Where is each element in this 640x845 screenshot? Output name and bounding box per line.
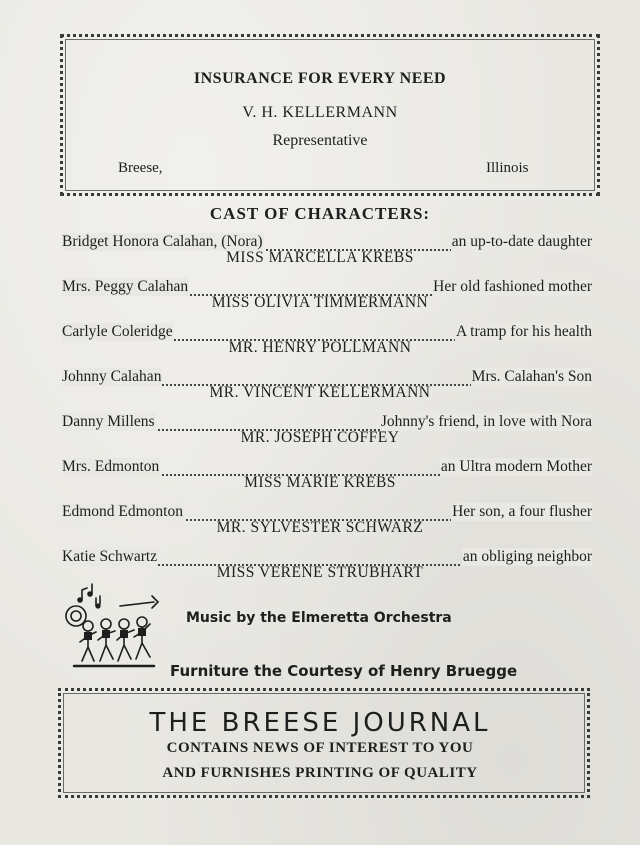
insurance-city: Breese,	[118, 160, 163, 176]
character-name: Edmond Edmonton	[62, 503, 183, 520]
character-name: Carlyle Coleridge	[62, 323, 173, 340]
actor-name: MR. VINCENT KELLERMANN	[209, 384, 431, 401]
character-name: Mrs. Edmonton	[62, 458, 160, 475]
character-name: Mrs. Peggy Calahan	[62, 278, 189, 295]
character-description: Her son, a four flusher	[452, 503, 592, 520]
character-description: A tramp for his health	[455, 323, 592, 340]
journal-tagline-2: AND FURNISHES PRINTING OF QUALITY	[162, 765, 478, 781]
actor-name: MISS VERENE STRUBHART	[216, 564, 424, 581]
character-description: an obliging neighbor	[462, 548, 592, 565]
journal-tagline-1: CONTAINS NEWS OF INTEREST TO YOU	[166, 740, 474, 756]
insurance-agent-role: Representative	[272, 132, 368, 149]
character-name: Johnny Calahan	[62, 368, 162, 385]
character-description: Her old fashioned mother	[433, 278, 592, 295]
journal-title: THE BREESE JOURNAL	[149, 708, 491, 738]
character-description: an up-to-date daughter	[451, 233, 592, 250]
character-name: Danny Millens	[62, 413, 155, 430]
character-description: an Ultra modern Mother	[440, 458, 592, 475]
cast-heading: CAST OF CHARACTERS:	[209, 204, 431, 223]
insurance-title: INSURANCE FOR EVERY NEED	[193, 70, 447, 87]
actor-name: MISS MARIE KREBS	[244, 474, 396, 491]
furniture-credit: Furniture the Courtesy of Henry Bruegge	[170, 662, 518, 680]
insurance-state: Illinois	[486, 160, 529, 176]
character-description: Mrs. Calahan's Son	[471, 368, 592, 385]
marching-band-illustration	[62, 582, 162, 674]
actor-name: MISS MARCELLA KREBS	[226, 249, 414, 266]
actor-name: MR. SYLVESTER SCHWARZ	[216, 519, 424, 536]
actor-name: MR. HENRY POLLMANN	[228, 339, 412, 356]
insurance-agent-name: V. H. KELLERMANN	[242, 104, 398, 121]
character-name: Bridget Honora Calahan, (Nora)	[62, 233, 263, 250]
actor-name: MISS OLIVIA TIMMERMANN	[211, 294, 429, 311]
character-name: Katie Schwartz	[62, 548, 158, 565]
character-description: Johnny's friend, in love with Nora	[380, 413, 592, 430]
actor-name: MR. JOSEPH COFFEY	[240, 429, 400, 446]
music-credit: Music by the Elmeretta Orchestra	[186, 610, 452, 626]
